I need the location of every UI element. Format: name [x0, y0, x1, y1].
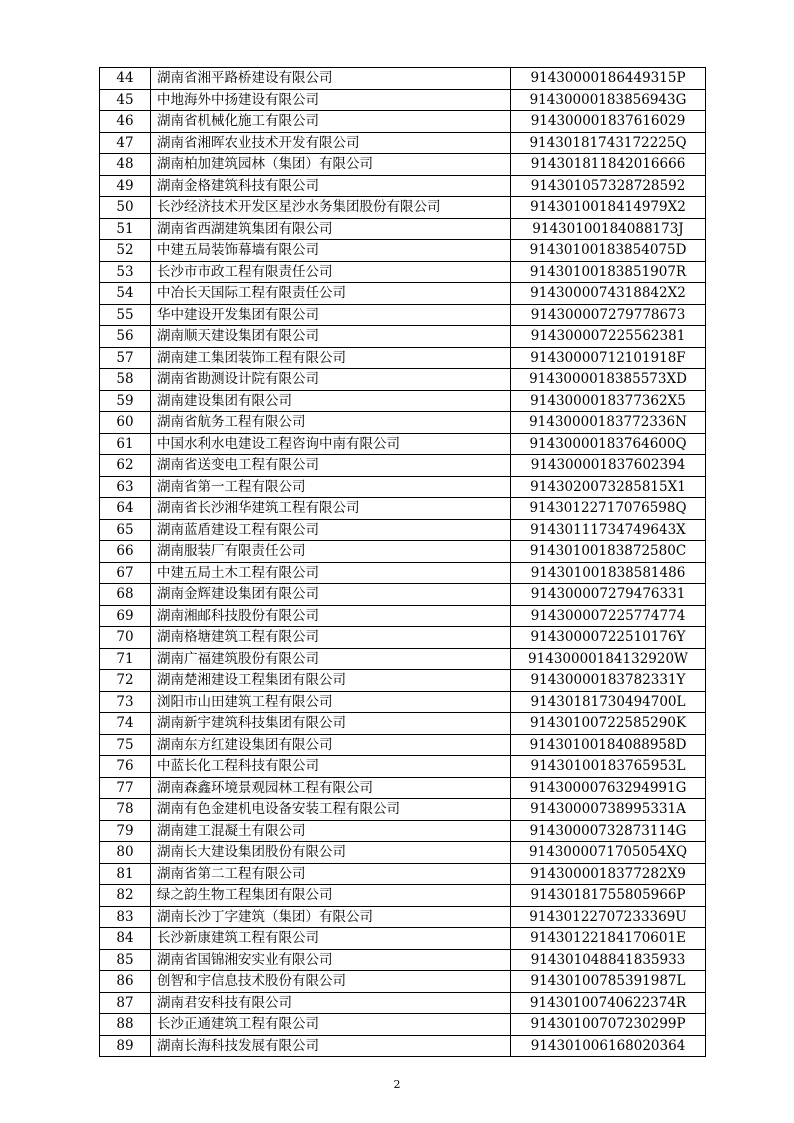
row-number: 59: [100, 390, 151, 412]
credit-code: 914300007279778673: [511, 304, 706, 326]
company-name: 湖南省航务工程有限公司: [151, 412, 511, 434]
credit-code: 91430000738995331A: [511, 799, 706, 821]
company-name: 湖南建工混凝土有限公司: [151, 820, 511, 842]
company-name: 湖南东方红建设集团有限公司: [151, 734, 511, 756]
row-number: 48: [100, 154, 151, 176]
credit-code: 91430100183765953L: [511, 756, 706, 778]
table-row: [100, 111, 706, 133]
credit-code: 91430100183851907R: [511, 261, 706, 283]
row-number: 61: [100, 433, 151, 455]
row-number: 46: [100, 111, 151, 133]
credit-code: 91430000763294991G: [511, 777, 706, 799]
table-body: [100, 68, 706, 1057]
credit-code: 914300007225774774: [511, 605, 706, 627]
table-row: [100, 627, 706, 649]
table-row: [100, 347, 706, 369]
row-number: 79: [100, 820, 151, 842]
table-row: [100, 820, 706, 842]
table-row: [100, 433, 706, 455]
credit-code: 91430000184132920W: [511, 648, 706, 670]
credit-code: 914300001837616029: [511, 111, 706, 133]
row-number: 45: [100, 89, 151, 111]
company-name: 湖南省第二工程有限公司: [151, 863, 511, 885]
credit-code: 91430111734749643X: [511, 519, 706, 541]
table-row: [100, 390, 706, 412]
credit-code: 91430000722510176Y: [511, 627, 706, 649]
table-row: [100, 541, 706, 563]
company-name: 中建五局装饰幕墙有限公司: [151, 240, 511, 262]
company-name: 湖南新宇建筑科技集团有限公司: [151, 713, 511, 735]
company-name: 湖南长大建设集团股份有限公司: [151, 842, 511, 864]
company-name: 湖南森鑫环境景观园林工程有限公司: [151, 777, 511, 799]
table-row: [100, 369, 706, 391]
credit-code: 91430000183772336N: [511, 412, 706, 434]
credit-code: 91430100740622374R: [511, 992, 706, 1014]
row-number: 86: [100, 971, 151, 993]
table-row: [100, 863, 706, 885]
credit-code: 91430122184170601E: [511, 928, 706, 950]
company-name: 长沙正通建筑工程有限公司: [151, 1014, 511, 1036]
row-number: 82: [100, 885, 151, 907]
row-number: 69: [100, 605, 151, 627]
company-name: 湖南金辉建设集团有限公司: [151, 584, 511, 606]
row-number: 85: [100, 949, 151, 971]
row-number: 63: [100, 476, 151, 498]
row-number: 54: [100, 283, 151, 305]
table-row: [100, 842, 706, 864]
table-row: [100, 949, 706, 971]
row-number: 87: [100, 992, 151, 1014]
table-row: [100, 218, 706, 240]
company-name: 湖南蓝盾建设工程有限公司: [151, 519, 511, 541]
row-number: 83: [100, 906, 151, 928]
row-number: 50: [100, 197, 151, 219]
company-name: 创智和宇信息技术股份有限公司: [151, 971, 511, 993]
table-row: [100, 992, 706, 1014]
table-row: [100, 283, 706, 305]
company-name: 中蓝长化工程科技有限公司: [151, 756, 511, 778]
row-number: 81: [100, 863, 151, 885]
company-name: 湖南有色金建机电设备安装工程有限公司: [151, 799, 511, 821]
credit-code: 9143000071705054XQ: [511, 842, 706, 864]
row-number: 72: [100, 670, 151, 692]
row-number: 66: [100, 541, 151, 563]
credit-code: 914301048841835933: [511, 949, 706, 971]
table-row: [100, 261, 706, 283]
credit-code: 9143010018414979X2: [511, 197, 706, 219]
row-number: 56: [100, 326, 151, 348]
table-row: [100, 605, 706, 627]
credit-code: 91430100707230299P: [511, 1014, 706, 1036]
credit-code: 91430181730494700L: [511, 691, 706, 713]
row-number: 76: [100, 756, 151, 778]
row-number: 80: [100, 842, 151, 864]
row-number: 73: [100, 691, 151, 713]
credit-code: 91430100183872580C: [511, 541, 706, 563]
table-row: [100, 1014, 706, 1036]
credit-code: 914300007225562381: [511, 326, 706, 348]
company-name: 湖南建设集团有限公司: [151, 390, 511, 412]
table-row: [100, 713, 706, 735]
table-row: [100, 154, 706, 176]
company-name: 湖南格塘建筑工程有限公司: [151, 627, 511, 649]
table-row: [100, 670, 706, 692]
row-number: 88: [100, 1014, 151, 1036]
company-name: 浏阳市山田建筑工程有限公司: [151, 691, 511, 713]
table-row: [100, 68, 706, 90]
credit-code: 91430100184088173J: [511, 218, 706, 240]
company-name: 湖南省长沙湘华建筑工程有限公司: [151, 498, 511, 520]
table-row: [100, 175, 706, 197]
row-number: 89: [100, 1035, 151, 1057]
credit-code: 91430000712101918F: [511, 347, 706, 369]
company-name: 湖南长沙丁字建筑（集团）有限公司: [151, 906, 511, 928]
row-number: 58: [100, 369, 151, 391]
company-name: 长沙市市政工程有限责任公司: [151, 261, 511, 283]
row-number: 74: [100, 713, 151, 735]
company-name: 湖南省第一工程有限公司: [151, 476, 511, 498]
credit-code: 91430181743172225Q: [511, 132, 706, 154]
company-name: 湖南省湘晖农业技术开发有限公司: [151, 132, 511, 154]
credit-code: 914301006168020364: [511, 1035, 706, 1057]
company-name: 湖南金格建筑科技有限公司: [151, 175, 511, 197]
credit-code: 91430122707233369U: [511, 906, 706, 928]
company-name: 湖南服装厂有限责任公司: [151, 541, 511, 563]
company-name: 湖南柏加建筑园林（集团）有限公司: [151, 154, 511, 176]
credit-code: 91430100183854075D: [511, 240, 706, 262]
row-number: 65: [100, 519, 151, 541]
credit-code: 914300001837602394: [511, 455, 706, 477]
table-row: [100, 519, 706, 541]
company-name: 湖南湘邮科技股份有限公司: [151, 605, 511, 627]
table-row: [100, 906, 706, 928]
credit-code: 91430000183856943G: [511, 89, 706, 111]
credit-code: 91430000186449315P: [511, 68, 706, 90]
company-name: 湖南省机械化施工有限公司: [151, 111, 511, 133]
credit-code: 9143020073285815X1: [511, 476, 706, 498]
company-name: 中冶长天国际工程有限责任公司: [151, 283, 511, 305]
company-name: 中建五局土木工程有限公司: [151, 562, 511, 584]
row-number: 51: [100, 218, 151, 240]
table-row: [100, 476, 706, 498]
company-name: 湖南省西湖建筑集团有限公司: [151, 218, 511, 240]
row-number: 68: [100, 584, 151, 606]
table-row: [100, 885, 706, 907]
company-list-table: [99, 67, 706, 1057]
table-row: [100, 799, 706, 821]
credit-code: 914301811842016666: [511, 154, 706, 176]
company-name: 湖南楚湘建设工程集团有限公司: [151, 670, 511, 692]
page-number: 2: [393, 1078, 401, 1091]
table-row: [100, 756, 706, 778]
table-row: [100, 197, 706, 219]
company-name: 华中建设开发集团有限公司: [151, 304, 511, 326]
row-number: 53: [100, 261, 151, 283]
row-number: 60: [100, 412, 151, 434]
table-row: [100, 734, 706, 756]
company-name: 湖南长海科技发展有限公司: [151, 1035, 511, 1057]
table-row: [100, 928, 706, 950]
table-row: [100, 304, 706, 326]
table-row: [100, 648, 706, 670]
table-row: [100, 498, 706, 520]
row-number: 44: [100, 68, 151, 90]
row-number: 52: [100, 240, 151, 262]
table-row: [100, 326, 706, 348]
row-number: 57: [100, 347, 151, 369]
row-number: 78: [100, 799, 151, 821]
credit-code: 914300007279476331: [511, 584, 706, 606]
company-name: 长沙经济技术开发区星沙水务集团股份有限公司: [151, 197, 511, 219]
row-number: 47: [100, 132, 151, 154]
credit-code: 91430181755805966P: [511, 885, 706, 907]
company-name: 湖南省送变电工程有限公司: [151, 455, 511, 477]
row-number: 67: [100, 562, 151, 584]
row-number: 62: [100, 455, 151, 477]
row-number: 75: [100, 734, 151, 756]
credit-code: 91430000732873114G: [511, 820, 706, 842]
table-row: [100, 562, 706, 584]
row-number: 49: [100, 175, 151, 197]
credit-code: 914301057328728592: [511, 175, 706, 197]
company-name: 湖南省勘测设计院有限公司: [151, 369, 511, 391]
credit-code: 91430100722585290K: [511, 713, 706, 735]
credit-code: 91430100785391987L: [511, 971, 706, 993]
company-name: 中国水利水电建设工程咨询中南有限公司: [151, 433, 511, 455]
credit-code: 9143000018377282X9: [511, 863, 706, 885]
company-name: 长沙新康建筑工程有限公司: [151, 928, 511, 950]
row-number: 71: [100, 648, 151, 670]
company-name: 湖南君安科技有限公司: [151, 992, 511, 1014]
table-row: [100, 971, 706, 993]
company-name: 湖南建工集团装饰工程有限公司: [151, 347, 511, 369]
row-number: 77: [100, 777, 151, 799]
credit-code: 91430122717076598Q: [511, 498, 706, 520]
row-number: 55: [100, 304, 151, 326]
company-name: 湖南省国锦湘安实业有限公司: [151, 949, 511, 971]
credit-code: 91430000183782331Y: [511, 670, 706, 692]
credit-code: 9143000074318842X2: [511, 283, 706, 305]
company-name: 中地海外中扬建设有限公司: [151, 89, 511, 111]
table-row: [100, 777, 706, 799]
table-row: [100, 691, 706, 713]
company-name: 绿之韵生物工程集团有限公司: [151, 885, 511, 907]
row-number: 84: [100, 928, 151, 950]
table-row: [100, 455, 706, 477]
row-number: 64: [100, 498, 151, 520]
credit-code: 91430100184088958D: [511, 734, 706, 756]
company-name: 湖南顺天建设集团有限公司: [151, 326, 511, 348]
company-name: 湖南省湘平路桥建设有限公司: [151, 68, 511, 90]
table-row: [100, 89, 706, 111]
table-row: [100, 132, 706, 154]
row-number: 70: [100, 627, 151, 649]
table-row: [100, 584, 706, 606]
table-row: [100, 1035, 706, 1057]
credit-code: 914301001838581486: [511, 562, 706, 584]
credit-code: 9143000018385573XD: [511, 369, 706, 391]
company-name: 湖南广福建筑股份有限公司: [151, 648, 511, 670]
credit-code: 91430000183764600Q: [511, 433, 706, 455]
credit-code: 9143000018377362X5: [511, 390, 706, 412]
table-row: [100, 240, 706, 262]
table-row: [100, 412, 706, 434]
